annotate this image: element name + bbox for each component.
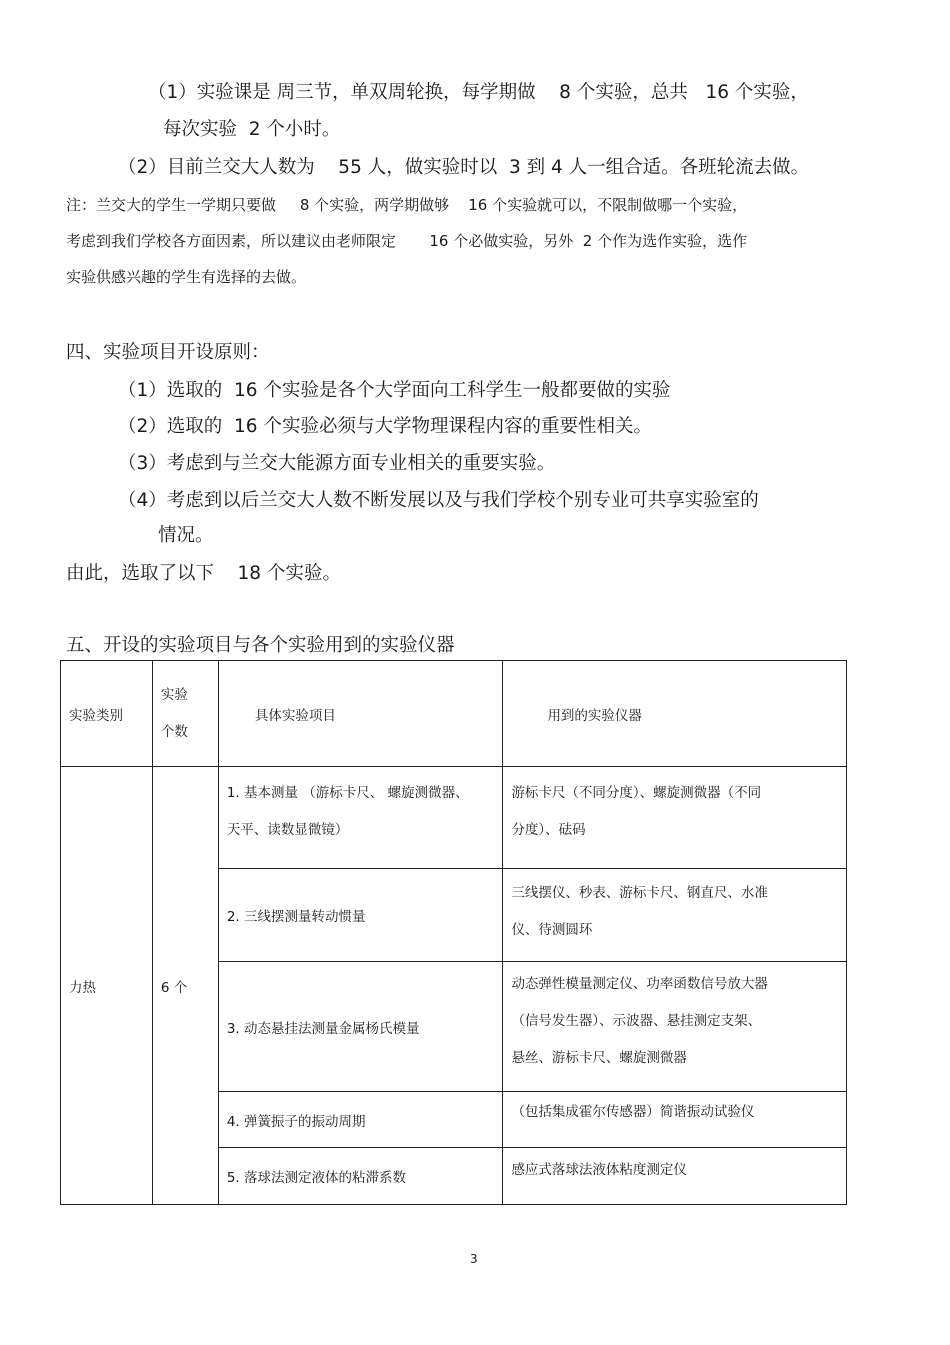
principle-item: （4）考虑到以后兰交大人数不断发展以及与我们学校个别专业可共享实验室的 xyxy=(118,490,759,511)
instrument-cell: 感应式落球法液体粘度测定仪 xyxy=(503,1148,847,1205)
note-line: 实验供感兴趣的学生有选择的去做。 xyxy=(66,268,307,286)
header-count: 实验 个数 xyxy=(152,661,218,767)
text-line: （1）实验课是 周三节，单双周轮换，每学期做 8 个实验，总共 16 个实验， xyxy=(148,82,809,103)
instrument-cell: 三线摆仪、秒表、游标卡尺、钢直尺、水准 仪、待测圆环 xyxy=(503,869,847,962)
header-instruments: 用到的实验仪器 xyxy=(503,661,847,767)
table-row xyxy=(61,767,847,869)
text-line: 每次实验 2 个小时。 xyxy=(163,119,341,140)
page-number: 3 xyxy=(470,1252,478,1266)
section-heading-4: 四、实验项目开设原则： xyxy=(66,342,270,363)
instrument-cell: 动态弹性模量测定仪、功率函数信号放大器 （信号发生器）、示波器、悬挂测定支架、 悬丝、游标卡尺、螺旋测微器 xyxy=(503,962,847,1092)
note-line: 注：兰交大的学生一学期只要做 8 个实验，两学期做够 16 个实验就可以，不限制做哪一个实验， xyxy=(66,196,748,214)
item-cell: 1. 基本测量 （游标卡尺、 螺旋测微器、 天平、读数显微镜） xyxy=(218,767,503,869)
principle-item-continued: 情况。 xyxy=(158,525,214,546)
category-cell: 力热 xyxy=(61,767,153,1205)
summary-line: 由此，选取了以下 18 个实验。 xyxy=(66,563,341,584)
item-cell: 5. 落球法测定液体的粘滞系数 xyxy=(218,1148,503,1205)
item-cell: 3. 动态悬挂法测量金属杨氏模量 xyxy=(218,962,503,1092)
instrument-cell: （包括集成霍尔传感器）简谐振动试验仪 xyxy=(503,1092,847,1148)
item-cell: 2. 三线摆测量转动惯量 xyxy=(218,869,503,962)
table-header-row xyxy=(61,661,847,767)
principle-item: （3）考虑到与兰交大能源方面专业相关的重要实验。 xyxy=(118,453,556,474)
section-heading-5: 五、开设的实验项目与各个实验用到的实验仪器 xyxy=(66,635,455,656)
count-cell: 6 个 xyxy=(152,767,218,1205)
text-line: （2）目前兰交大人数为 55 人，做实验时以 3 到 4 人一组合适。各班轮流去做。 xyxy=(118,157,810,178)
principle-item: （1）选取的 16 个实验是各个大学面向工科学生一般都要做的实验 xyxy=(118,380,671,401)
header-category: 实验类别 xyxy=(61,661,153,767)
item-cell: 4. 弹簧振子的振动周期 xyxy=(218,1092,503,1148)
principle-item: （2）选取的 16 个实验必须与大学物理课程内容的重要性相关。 xyxy=(118,416,652,437)
instrument-cell: 游标卡尺（不同分度）、螺旋测微器（不同 分度）、砝码 xyxy=(503,767,847,869)
note-line: 考虑到我们学校各方面因素，所以建议由老师限定 16 个必做实验，另外 2 个作为选作实验，选作 xyxy=(66,232,748,250)
header-items: 具体实验项目 xyxy=(218,661,503,767)
experiments-table xyxy=(60,660,847,1205)
